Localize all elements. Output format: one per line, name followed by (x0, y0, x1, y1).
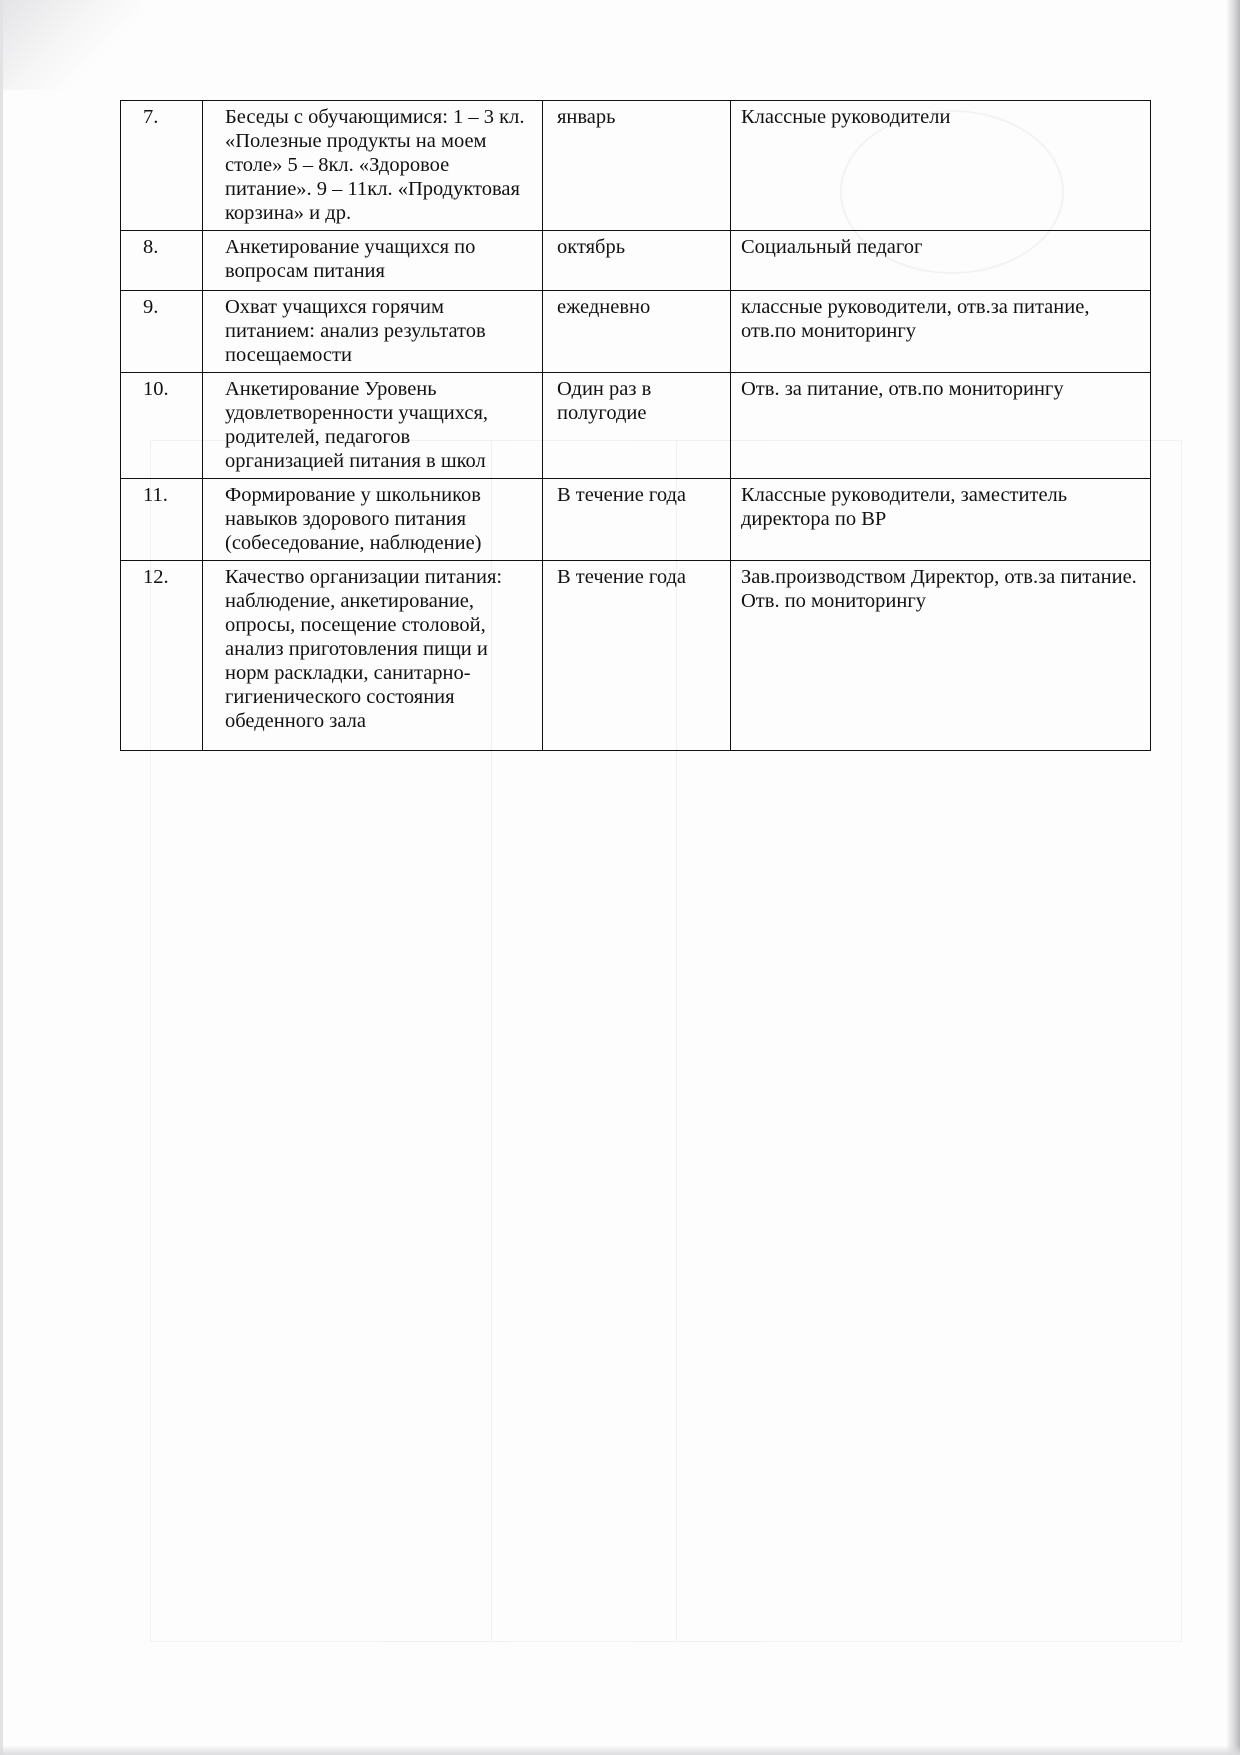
table-row (121, 101, 1151, 231)
responsible-cell: классные руководители, отв.за питание, отв.по мониторингу (731, 290, 1151, 372)
responsible-cell: Классные руководители (731, 101, 1151, 231)
event-cell: Беседы с обучающимися: 1 – 3 кл. «Полезные продукты на моем столе» 5 – 8кл. «Здоровое питание». 9 – 11кл. «Продуктовая корзина» и др. (203, 101, 543, 231)
table-row (121, 290, 1151, 372)
table-row (121, 560, 1151, 750)
table-row (121, 230, 1151, 290)
scan-right-edge (1226, 0, 1240, 1755)
event-cell: Формирование у школьников навыков здорового питания (собеседование, наблюдение) (203, 478, 543, 560)
nutrition-plan-table (120, 100, 1151, 751)
row-number: 7. (121, 101, 203, 231)
row-number: 12. (121, 560, 203, 750)
row-number: 10. (121, 372, 203, 478)
term-cell: В течение года (543, 560, 731, 750)
responsible-cell: Отв. за питание, отв.по мониторингу (731, 372, 1151, 478)
term-cell: Один раз в полугодие (543, 372, 731, 478)
table-row (121, 478, 1151, 560)
event-cell: Анкетирование Уровень удовлетворенности учащихся, родителей, педагогов организацией питания в школ (203, 372, 543, 478)
responsible-cell: Классные руководители, заместитель директора по ВР (731, 478, 1151, 560)
folded-corner (0, 0, 140, 90)
event-cell: Анкетирование учащихся по вопросам питания (203, 230, 543, 290)
term-cell: октябрь (543, 230, 731, 290)
term-cell: В течение года (543, 478, 731, 560)
scan-left-edge (0, 0, 3, 1755)
event-cell: Охват учащихся горячим питанием: анализ результатов посещаемости (203, 290, 543, 372)
row-number: 9. (121, 290, 203, 372)
event-cell: Качество организации питания: наблюдение, анкетирование, опросы, посещение столовой, анализ приготовления пищи и норм раскладки, санитарно-гигиенического состояния обеденного зала (203, 560, 543, 750)
row-number: 8. (121, 230, 203, 290)
row-number: 11. (121, 478, 203, 560)
term-cell: ежедневно (543, 290, 731, 372)
responsible-cell: Зав.производством Директор, отв.за питание. Отв. по мониторингу (731, 560, 1151, 750)
scan-bottom-edge (0, 1745, 1240, 1755)
responsible-cell: Социальный педагог (731, 230, 1151, 290)
term-cell: январь (543, 101, 731, 231)
table-row (121, 372, 1151, 478)
